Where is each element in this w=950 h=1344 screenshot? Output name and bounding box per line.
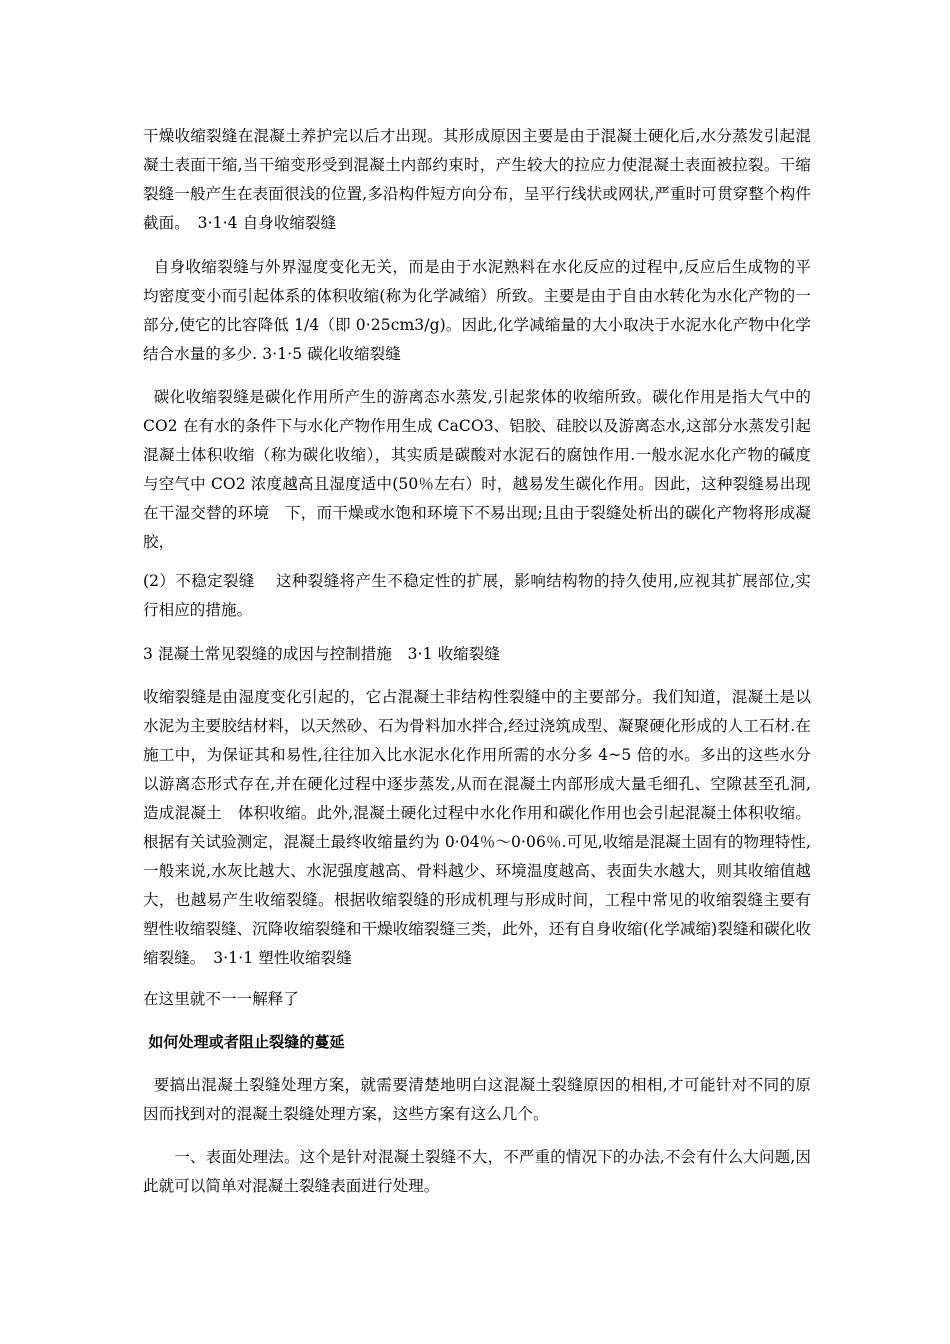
- paragraph-autogenous-shrinkage: 自身收缩裂缝与外界湿度变化无关，而是由于水泥熟料在水化反应的过程中,反应后生成物的平均密度变小而引起体系的体积收缩(称为化学减缩）所致。主要是由于自由水转化为水化产物的一部分,使它的比容降低 1/4（即 0·25cm3/g)。因此,化学减缩量的大小取决于水泥水化产物中化学结合水量的多少. 3·1·5 碳化收缩裂缝: [143, 258, 811, 363]
- paragraph-treatment-intro: 要搞出混凝土裂缝处理方案，就需要清楚地明白这混凝土裂缝原因的相相,才可能针对不同的原因而找到对的混凝土裂缝处理方案，这些方案有这么几个。: [143, 1076, 811, 1123]
- section-heading-crack-treatment: 如何处理或者阻止裂缝的蔓延: [143, 1033, 345, 1051]
- paragraph-carbonation-shrinkage: 碳化收缩裂缝是碳化作用所产生的游离态水蒸发,引起浆体的收缩所致。碳化作用是指大气中的 CO2 在有水的条件下与水化产物作用生成 CaCO3、铝胶、硅胶以及游离态水,这部分水蒸发引起混凝土体积收缩（称为碳化收缩），其实质是碳酸对水泥石的腐蚀作用.一般水泥水化产物的碱度与空气中 CO2 浓度越高且湿度适中(50％左右）时，越易发生碳化作用。因此，这种裂缝易出现在干湿交替的环境 下，而干燥或水饱和环境下不易出现;且由于裂缝处析出的碳化产物将形成凝胶，: [143, 388, 817, 551]
- paragraph-surface-treatment: 一、表面处理法。这个是针对混凝土裂缝不大，不严重的情况下的办法,不会有什么大问题,因此就可以简单对混凝土裂缝表面进行处理。: [143, 1148, 811, 1195]
- paragraph-no-explanation: 在这里就不一一解释了: [143, 990, 300, 1008]
- paragraph-drying-shrinkage: 干燥收缩裂缝在混凝土养护完以后才出现。其形成原因主要是由于混凝土硬化后,水分蒸发引起混凝土表面干缩,当干缩变形受到混凝土内部约束时，产生较大的拉应力使混凝土表面被拉裂。干缩裂缝一般产生在表面很浅的位置,多沿构件短方向分布，呈平行线状或网状,严重时可贯穿整个构件截面。 3·1·4 自身收缩裂缝: [143, 127, 811, 232]
- paragraph-unstable-cracks: (2）不稳定裂缝 这种裂缝将产生不稳定性的扩展，影响结构物的持久使用,应视其扩展部位,实行相应的措施。: [143, 572, 811, 619]
- paragraph-shrinkage-cracks: 收缩裂缝是由湿度变化引起的，它占混凝土非结构性裂缝中的主要部分。我们知道，混凝土是以水泥为主要胶结材料，以天然砂、石为骨料加水拌合,经过浇筑成型、凝聚硬化形成的人工石材.在施工中，为保证其和易性,往往加入比水泥水化作用所需的水分多 4~5 倍的水。多出的这些水分以游离态形式存在,并在硬化过程中逐步蒸发,从而在混凝土内部形成大量毛细孔、空隙甚至孔洞,造成混凝土 体积收缩。此外,混凝土硬化过程中水化作用和碳化作用也会引起混凝土体积收缩。根据有关试验测定，混凝土最终收缩量约为 0·04％～0·06％.可见,收缩是混凝土固有的物理特性,一般来说,水灰比越大、水泥强度越高、骨料越少、环境温度越高、表面失水越大，则其收缩值越大，也越易产生收缩裂缝。根据收缩裂缝的形成机理与形成时间，工程中常见的收缩裂缝主要有塑性收缩裂缝、沉降收缩裂缝和干燥收缩裂缝三类，此外，还有自身收缩(化学减缩)裂缝和碳化收缩裂缝。 3·1·1 塑性收缩裂缝: [143, 688, 811, 967]
- section-heading-shrinkage-cracks: 3 混凝土常见裂缝的成因与控制措施 3·1 收缩裂缝: [143, 645, 500, 663]
